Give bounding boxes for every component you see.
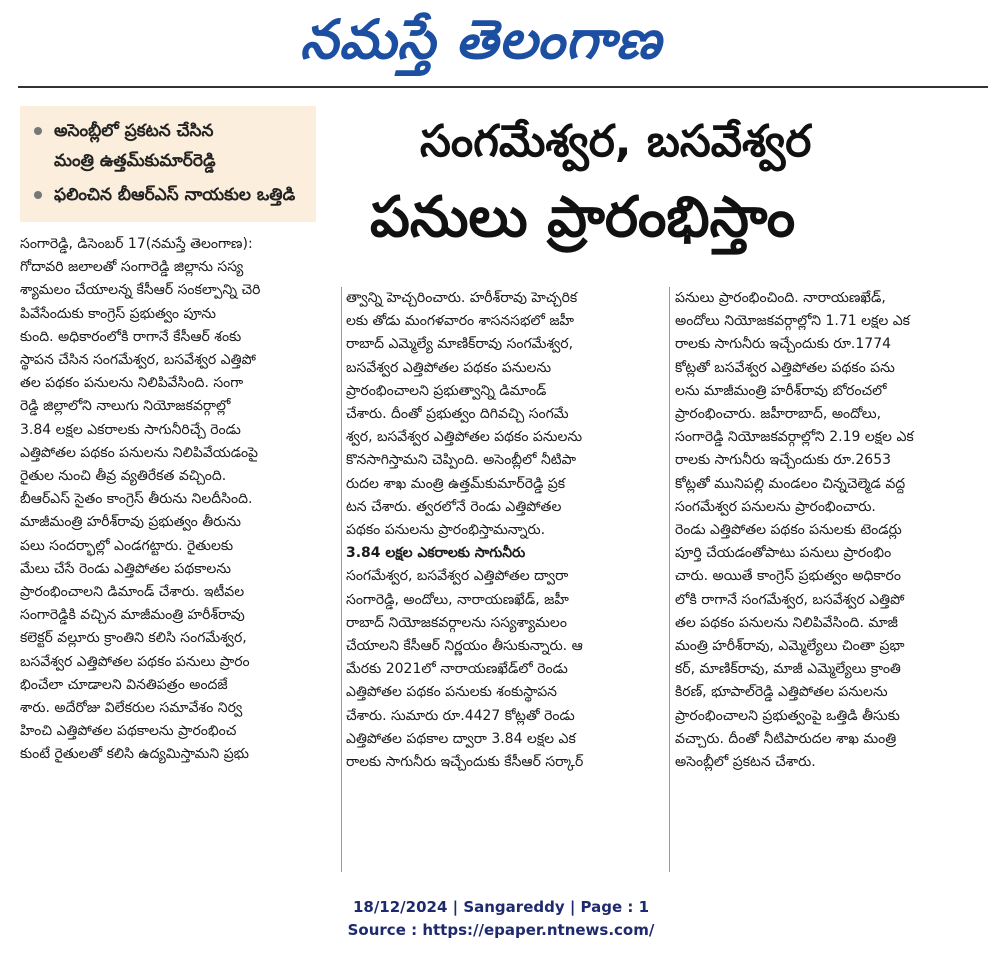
article-line: బసవేశ్వర ఎత్తిపోతల పథకం పనులను bbox=[346, 359, 552, 376]
headline-line-1: సంగమేశ్వర, బసవేశ్వర bbox=[420, 116, 812, 167]
article-line: తల పథకం పనులను నిలిపివేసింది. మాజీ bbox=[675, 614, 898, 631]
article-column-2 bbox=[346, 287, 664, 774]
article-line: పూర్తి చేయడంతోపాటు పనులు ప్రారంభిం bbox=[675, 545, 892, 562]
footer-date-line: 18/12/2024 | Sangareddy | Page : 1 bbox=[352, 898, 650, 916]
article-line: రాలకు సాగునీరు ఇచ్చేందుకు రూ.2653 bbox=[675, 452, 892, 469]
highlight-item-2: ఫలించిన బీఆర్‌ఎస్ నాయకుల ఒత్తిడి bbox=[34, 180, 295, 210]
article-line: రుదల శాఖ మంత్రి ఉత్తమ్‌కుమార్‌రెడ్డి ప్రక bbox=[346, 475, 566, 492]
article-line: లోకి రాగానే సంగమేశ్వర, బసవేశ్వర ఎత్తిపో bbox=[675, 591, 905, 608]
article-line: రాలకు సాగునీరు ఇచ్చేందుకు కేసీఆర్ సర్కార్ bbox=[346, 754, 584, 771]
article-line: అసెంబ్లీలో ప్రకటన చేశారు. bbox=[675, 754, 816, 771]
article-line: పథకం పనులను ప్రారంభిస్తామన్నారు. bbox=[346, 522, 546, 539]
article-line: కోట్లతో బసవేశ్వర ఎత్తిపోతల పథకం పను bbox=[675, 359, 895, 376]
column-divider bbox=[669, 287, 670, 872]
article-line: సంగారెడ్డి నియోజకవర్గాల్లోని 2.19 లక్షల ఎక bbox=[675, 429, 914, 446]
article-line: రైతుల నుంచి తీవ్ర వ్యతిరేకత వచ్చింది. bbox=[20, 468, 227, 485]
article-line: సంగమేశ్వర, బసవేశ్వర ఎత్తిపోతల ద్వారా bbox=[346, 568, 569, 585]
article-line: ఎత్తిపోతల పథకం పనులకు శంకుస్థాపన bbox=[346, 684, 558, 701]
article-line: రాబాద్ నియోజకవర్గాలను సస్యశ్యామలం bbox=[346, 614, 567, 631]
article-line: రాబాద్ ఎమ్మెల్యే మాణిక్‌రావు సంగమేశ్వర, bbox=[346, 336, 574, 353]
article-line: టన చేశారు. త్వరలోనే రెండు ఎత్తిపోతల bbox=[346, 498, 562, 515]
article-line: కుంటే రైతులతో కలిసి ఉద్యమిస్తామని ప్రభు bbox=[20, 746, 250, 763]
article-line: శ్యామలం చేయాలన్న కేసీఆర్ సంకల్పాన్ని చెరి bbox=[20, 282, 261, 299]
article-line: లను మాజీమంత్రి హరీశ్‌రావు బోరంచలో bbox=[675, 382, 887, 399]
article-line: ఎత్తిపోతల పథకాల ద్వారా 3.84 లక్షల ఎక bbox=[346, 730, 576, 747]
newspaper-logo: నమస్తే తెలంగాణ bbox=[300, 8, 662, 71]
article-line: ప్రారంభించాలని డిమాండ్ చేశారు. ఇటీవల bbox=[20, 584, 245, 601]
article-line: వచ్చారు. దీంతో నీటిపారుదల శాఖ మంత్రి bbox=[675, 730, 897, 747]
article-line: సంగారెడ్డి, అందోలు, నారాయణఖేడ్, జహీ bbox=[346, 591, 569, 608]
article-line: శ్వర, బసవేశ్వర ఎత్తిపోతల పథకం పనులను bbox=[346, 429, 583, 446]
article-line: 3.84 లక్షల ఎకరాలకు సాగునీరు bbox=[346, 545, 526, 562]
article-line: గోదావరి జలాలతో సంగారెడ్డి జిల్లాను సస్య bbox=[20, 259, 244, 276]
article-line: స్థాపన చేసిన సంగమేశ్వర, బసవేశ్వర ఎత్తిపో bbox=[20, 352, 256, 369]
article-line: హించి ఎత్తిపోతల పథకాలను ప్రారంభించ bbox=[20, 723, 237, 740]
article-line: తల పథకం పనులను నిలిపివేసింది. సంగా bbox=[20, 375, 244, 392]
article-line: సంగారెడ్డి, డిసెంబర్ 17(నమస్తే తెలంగాణ): bbox=[20, 236, 253, 252]
article-line: కిరణ్, భూపాల్‌రెడ్డి ఎత్తిపోతల పనులను bbox=[675, 684, 888, 701]
article-line: బీఆర్‌ఎస్ సైతం కాంగ్రెస్ తీరును నిలదీసింది. bbox=[20, 491, 253, 508]
article-line: రెండు ఎత్తిపోతల పథకం పనులకు టెండర్లు bbox=[675, 522, 902, 539]
article-line: సంగమేశ్వర పనులను ప్రారంభించారు. bbox=[675, 498, 876, 515]
article-line: చారు. అయితే కాంగ్రెస్ ప్రభుత్వం అధికారం bbox=[675, 568, 901, 585]
masthead-divider bbox=[18, 86, 988, 88]
bullet-icon bbox=[34, 127, 42, 135]
article-line: ఎత్తిపోతల పథకం పనులను నిలిపివేయడంపై bbox=[20, 444, 258, 461]
article-line: మేలు చేసే రెండు ఎత్తిపోతల పథకాలను bbox=[20, 560, 231, 577]
article-line: పనులు ప్రారంభించింది. నారాయణఖేడ్, bbox=[675, 290, 886, 306]
footer-source-line: Source : https://epaper.ntnews.com/ bbox=[347, 921, 655, 939]
highlight-item-1: అసెంబ్లీలో ప్రకటన చేసిన bbox=[34, 116, 213, 146]
article-line: లకు తోడు మంగళవారం శాసనసభలో జహీ bbox=[346, 313, 575, 330]
article-line: చేశారు. దీంతో ప్రభుత్వం దిగివచ్చి సంగమే bbox=[346, 406, 569, 423]
article-line: మేరకు 2021లో నారాయణఖేడ్‌లో రెండు bbox=[346, 661, 568, 678]
article-line: భించేలా చూడాలని వినతిపత్రం అందజే bbox=[20, 676, 228, 693]
article-line: మాజీమంత్రి హరీశ్‌రావు ప్రభుత్వం తీరును bbox=[20, 514, 241, 531]
article-line: రెడ్డి జిల్లాలోని నాలుగు నియోజకవర్గాల్లో bbox=[20, 398, 231, 415]
article-line: సంగారెడ్డికి వచ్చిన మాజీమంత్రి హరీశ్‌రావు bbox=[20, 607, 245, 624]
column-divider bbox=[341, 287, 342, 872]
highlight-item-1-cont: మంత్రి ఉత్తమ్‌కుమార్‌రెడ్డి bbox=[54, 151, 216, 171]
article-line: చేశారు. సుమారు రూ.4427 కోట్లతో రెండు bbox=[346, 707, 575, 724]
article-line: మంత్రి హరీశ్‌రావు, ఎమ్మెల్యేలు చింతా ప్రభా bbox=[675, 638, 905, 655]
article-line: పలు సందర్భాల్లో ఎండగట్టారు. రైతులకు bbox=[20, 537, 234, 554]
article-line: ప్రారంభించాలని ప్రభుత్వాన్ని డిమాండ్ bbox=[346, 382, 547, 399]
article-line: అందోలు నియోజకవర్గాల్లోని 1.71 లక్షల ఎక bbox=[675, 313, 910, 330]
article-line: ప్రారంభించాలని ప్రభుత్వంపై ఒత్తిడి తీసుకు bbox=[675, 707, 900, 724]
article-line: శారు. అదేరోజు విలేకరుల సమావేశం నిర్వ bbox=[20, 700, 243, 717]
article-line: కలెక్టర్ వల్లూరు క్రాంతిని కలిసి సంగమేశ్వర, bbox=[20, 630, 247, 647]
article-line: కొనసాగిస్తామని చెప్పింది. అసెంబ్లీలో నీటిపా bbox=[346, 452, 577, 469]
article-line: పివేసేందుకు కాంగ్రెస్ ప్రభుత్వం పూను bbox=[20, 305, 217, 322]
article-column-1 bbox=[20, 233, 338, 767]
article-line: రాలకు సాగునీరు ఇచ్చేందుకు రూ.1774 bbox=[675, 336, 892, 353]
article-line: కుంది. అధికారంలోకి రాగానే కేసీఆర్ శంకు bbox=[20, 328, 242, 345]
article-line: కర్, మాణిక్‌రావు, మాజీ ఎమ్మెల్యేలు క్రాంతి bbox=[675, 661, 901, 678]
article-line: ప్రారంభించారు. జహీరాబాద్, అందోలు, bbox=[675, 406, 882, 423]
headline-line-2: పనులు ప్రారంభిస్తాం bbox=[370, 185, 796, 250]
article-column-3 bbox=[675, 287, 993, 774]
highlights-box bbox=[20, 106, 316, 222]
article-line: త్వాన్ని హెచ్చరించారు. హరీశ్‌రావు హెచ్చరిక bbox=[346, 290, 578, 306]
bullet-icon bbox=[34, 191, 42, 199]
article-line: కోట్లతో మునిపల్లి మండలం చిన్నచెల్మెడ వద్ద bbox=[675, 475, 906, 492]
article-line: చేయాలని కేసీఆర్ నిర్ణయం తీసుకున్నారు. ఆ bbox=[346, 638, 583, 655]
masthead bbox=[0, 0, 1002, 80]
article-line: బసవేశ్వర ఎత్తిపోతల పథకం పనులు ప్రారం bbox=[20, 653, 250, 670]
article-line: 3.84 లక్షల ఎకరాలకు సాగునీరిచ్చే రెండు bbox=[20, 421, 241, 438]
